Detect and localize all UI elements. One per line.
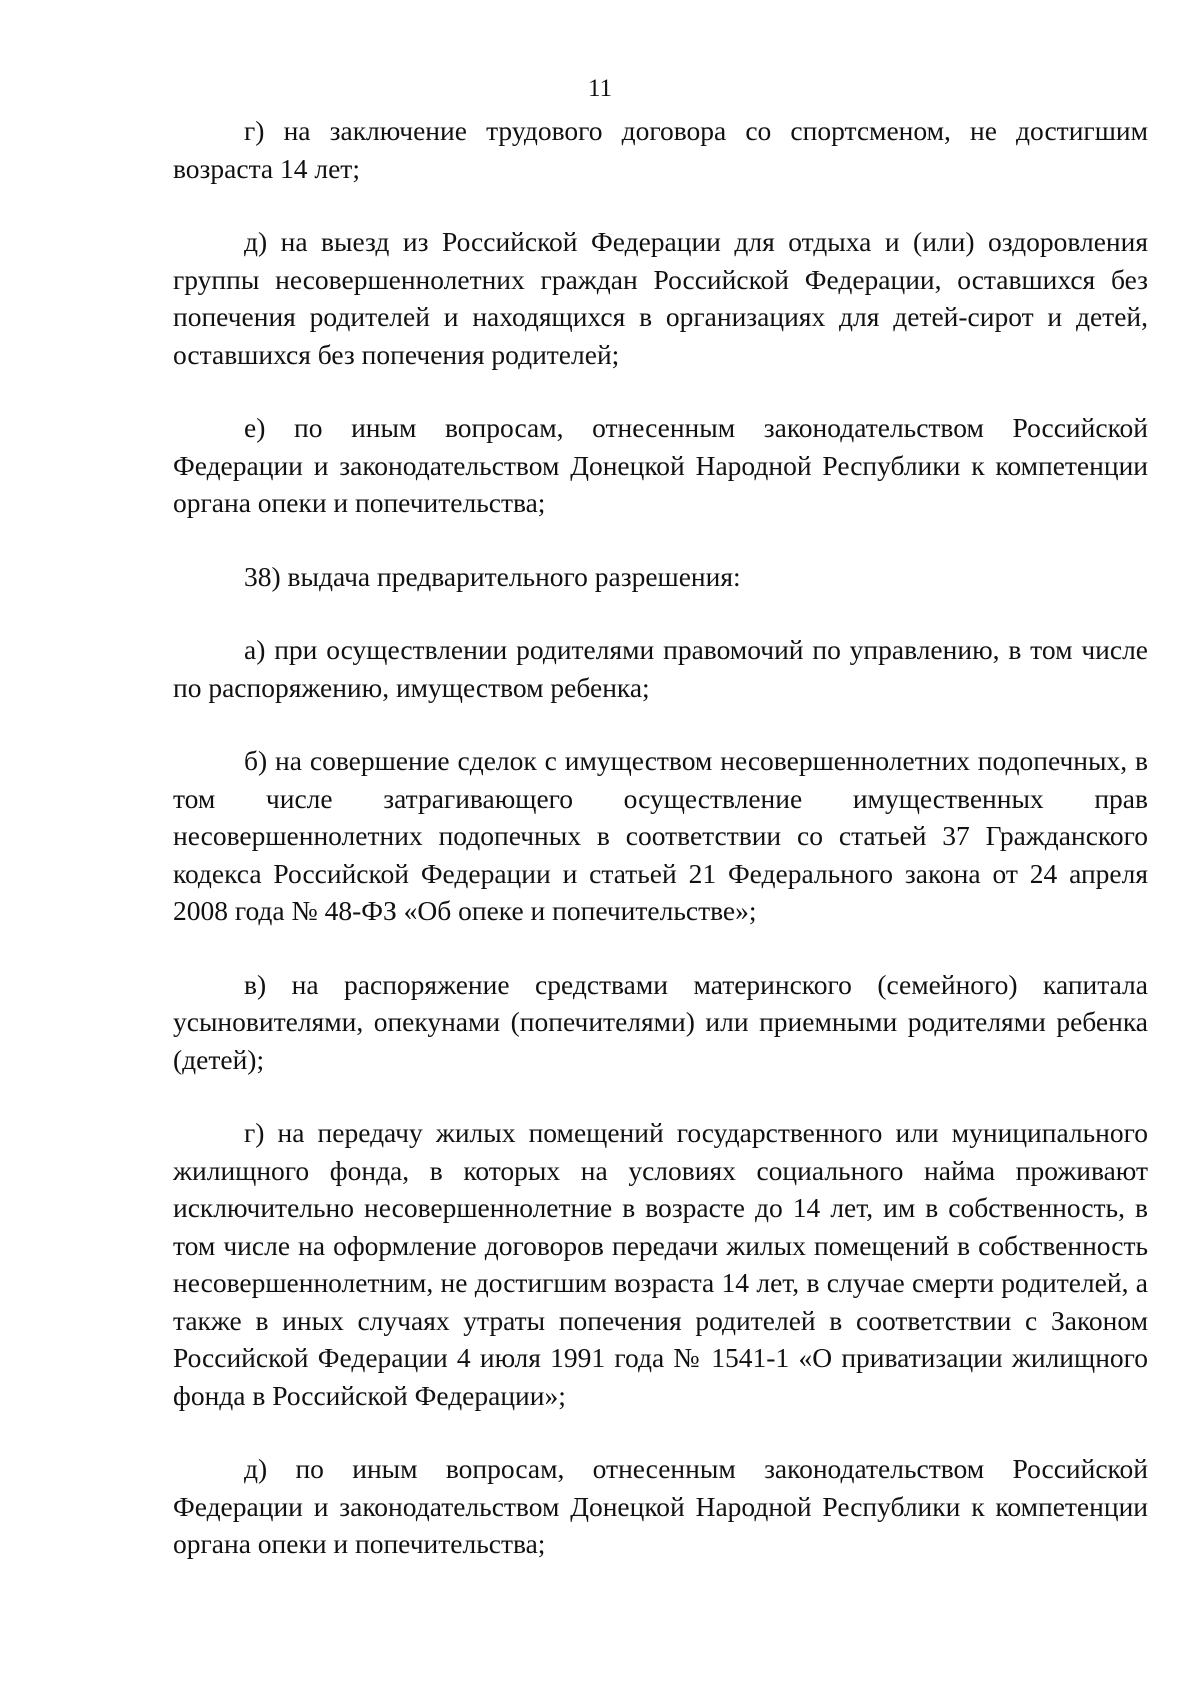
page-number: 11 [587,75,613,102]
paragraph-item-e-other: е) по иным вопросам, отнесенным законодательством Российской Федерации и законодательством Донецкой Народной Республики к компетенции органа опеки и попечительства; [173,412,1148,518]
paragraph-item-d-other: д) по иным вопросам, отнесенным законодательством Российской Федерации и законодательством Донецкой Народной Республики к компетенции органа опеки и попечительства; [173,1453,1148,1559]
paragraph-item-g-employment: г) на заключение трудового договора со спортсменом, не достигшим возраста 14 лет; [173,115,1148,184]
paragraph-item-b-transactions: б) на совершение сделок с имуществом несовершеннолетних подопечных, в том числе затрагивающего осуществление имущественных прав несовершеннолетних подопечных в соответствии со статьей 37 Гражданского кодекса Российской Федерации и статьей 21 Федерального закона от 24 апреля 2008 года № 48-ФЗ «Об опеке и попечительстве»; [173,745,1148,926]
paragraph-item-v-maternity-capital: в) на распоряжение средствами материнского (семейного) капитала усыновителями, опекунами (попечителями) или приемными родителями ребенка (детей); [173,968,1148,1075]
paragraph-item-g-housing: г) на передачу жилых помещений государственного или муниципального жилищного фонда, в которых на условиях социального найма проживают исключительно несовершеннолетние в возрасте до 14 лет, им в собственность, в том числе на оформление договоров передачи жилых помещений в собственность несовершеннолетним, не достигшим возраста 14 лет, в случае смерти родителей, а также в иных случаях утраты попечения родителей в соответствии с Законом Российской Федерации 4 июля 1991 года № 1541-1 «О приватизации жилищного фонда в Российской Федерации»; [173,1117,1148,1411]
paragraph-clause-38: 38) выдача предварительного разрешения: [244,560,741,592]
paragraph-item-d-travel: д) на выезд из Российской Федерации для отдыха и (или) оздоровления группы несовершеннолетних граждан Российской Федерации, оставшихся без попечения родителей и находящихся в организациях для детей-сирот и детей, оставшихся без попечения родителей; [173,226,1148,370]
paragraph-item-a-property: а) при осуществлении родителями правомочий по управлению, в том числе по распоряжению, имуществом ребенка; [173,634,1148,703]
document-body [173,112,1148,1599]
